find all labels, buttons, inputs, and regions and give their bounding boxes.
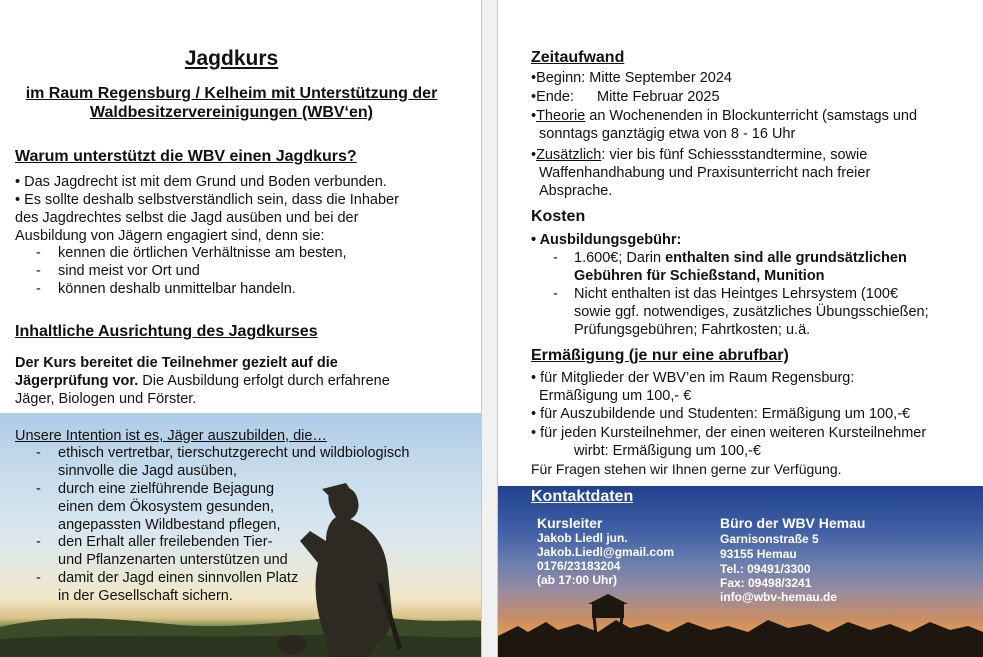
ende-value: Mitte Februar 2025 (597, 89, 720, 105)
dash-bullet: - (36, 263, 41, 279)
discount-line-5: wirbt: Ermäßigung um 100,-€ (574, 443, 761, 459)
discount-line-4: • für jeden Kursteilnehmer, der einen weiteren Kursteilnehmer (531, 425, 927, 441)
fee-included-bold-2: Gebühren für Schießstand, Munition (574, 268, 825, 284)
why-line-2: • Es sollte deshalb selbstverständlich sein, dass die Inhaber (15, 192, 399, 208)
why-line-4: Ausbildung von Jägern engagiert sind, denn sie: (15, 228, 325, 244)
zusaetzlich-line-3: Absprache. (539, 183, 613, 199)
zusaetzlich-line-2: Waffenhandhabung und Praxisunterricht nach freier (539, 165, 871, 181)
reason-item-3: können deshalb unmittelbar handeln. (58, 281, 296, 297)
dash-bullet: - (36, 445, 41, 461)
kursleiter-hours: (ab 17:00 Uhr) (537, 573, 618, 587)
fee-included-bold-1: enthalten sind alle grundsätzlichen (665, 250, 907, 266)
discount-line-2: Ermäßigung um 100,- € (539, 388, 692, 404)
questions-note: Für Fragen stehen wir Ihnen gerne zur Verfügung. (531, 461, 842, 477)
section-heading-ermaessigung: Ermäßigung (je nur eine abrufbar) (531, 347, 789, 364)
fee-item-2-line-2: sowie ggf. notwendiges, zusätzliches Übungsschießen; (574, 304, 929, 320)
theorie-line-1: •Theorie an Wochenenden in Blockunterricht (samstags und (531, 108, 918, 124)
left-page (0, 0, 481, 657)
fee-item-2-line-1: Nicht enthalten ist das Heintges Lehrsystem (100€ (574, 286, 899, 302)
zusaetzlich-line-1: •Zusätzlich: vier bis fünf Schiessstandtermine, sowie (531, 147, 868, 163)
intention-item-3-line-1: den Erhalt aller freilebenden Tier- (58, 534, 273, 550)
reason-item-1: kennen die örtlichen Verhältnisse am besten, (58, 245, 347, 261)
discount-line-3: • für Auszubildende und Studenten: Ermäßigung um 100,-€ (531, 406, 911, 422)
dash-bullet: - (36, 481, 41, 497)
buero-city: 93155 Hemau (720, 547, 797, 561)
fee-label: • Ausbildungsgebühr: (531, 232, 682, 248)
section-heading-kosten: Kosten (531, 208, 586, 225)
discount-line-1: • für Mitglieder der WBV’en im Raum Regensburg: (531, 370, 855, 386)
dash-bullet: - (36, 281, 41, 297)
course-rest-line-2: Die Ausbildung erfolgt durch erfahrene (138, 373, 390, 389)
intention-item-4-line-1: damit der Jagd einen sinnvollen Platz (58, 570, 299, 586)
theorie-rest: an Wochenenden in Blockunterricht (samstags und (585, 108, 918, 124)
course-bold-line-1: Der Kurs bereitet die Teilnehmer gezielt auf die (15, 355, 338, 371)
intention-heading: Unsere Intention ist es, Jäger auszubilden, die… (15, 428, 327, 444)
buero-email[interactable]: info@wbv-hemau.de (720, 590, 838, 604)
why-line-3: des Jagdrechtes selbst die Jagd ausüben und bei der (15, 210, 359, 226)
buero-fax: Fax: 09498/3241 (720, 576, 812, 590)
subtitle-line-1: im Raum Regensburg / Kelheim mit Unterstützung der (25, 85, 438, 102)
section-heading-content: Inhaltliche Ausrichtung des Jagdkurses (15, 323, 318, 340)
buero-street: Garnisonstraße 5 (720, 532, 819, 546)
intention-item-2-line-1: durch eine zielführende Bejagung (58, 481, 275, 497)
why-line-1: • Das Jagdrecht ist mit dem Grund und Boden verbunden. (15, 174, 387, 190)
subtitle-line-2: Waldbesitzervereinigungen (WBV‘en) (90, 104, 373, 121)
reason-item-2: sind meist vor Ort und (58, 263, 200, 279)
kursleiter-label: Kursleiter (537, 515, 603, 531)
section-heading-zeitaufwand: Zeitaufwand (531, 49, 625, 66)
theorie-line-2: sonntags ganztägig etwa von 8 - 16 Uhr (539, 126, 796, 142)
dash-bullet: - (36, 570, 41, 586)
dash-bullet: - (553, 250, 558, 266)
intention-item-3-line-2: und Pflanzenarten unterstützen und (58, 552, 288, 568)
course-line-2 (15, 372, 390, 390)
kursleiter-name: Jakob Liedl jun. (537, 531, 628, 545)
zusaetzlich-rest: : vier bis fünf Schiessstandtermine, sowie (601, 147, 868, 163)
buero-tel: Tel.: 09491/3300 (720, 562, 811, 576)
kursleiter-phone: 0176/23183204 (537, 559, 621, 573)
intention-item-2-line-2: einen dem Ökosystem gesunden, (58, 499, 275, 515)
course-line-3: Jäger, Biologen und Förster. (15, 391, 197, 407)
dash-bullet: - (553, 286, 558, 302)
section-heading-kontakt: Kontaktdaten (531, 488, 634, 505)
kursleiter-email[interactable]: Jakob.Liedl@gmail.com (537, 545, 675, 559)
dash-bullet: - (36, 534, 41, 550)
course-bold-line-2: Jägerprüfung vor. (15, 373, 139, 389)
intention-item-4-line-2: in der Gesellschaft sichern. (58, 588, 233, 604)
right-page (498, 0, 983, 657)
fee-item-1-line-1 (574, 249, 907, 267)
section-heading-why: Warum unterstützt die WBV einen Jagdkurs? (15, 148, 357, 165)
ende-label: •Ende: (531, 89, 574, 105)
intention-item-2-line-3: angepassten Wildbestand pflegen, (58, 517, 281, 533)
fee-amount: 1.600€; Darin (574, 250, 666, 266)
buero-label: Büro der WBV Hemau (720, 515, 866, 531)
intention-item-1-line-1: ethisch vertretbar, tierschutzgerecht und wildbiologisch (58, 445, 410, 461)
intention-item-1-line-2: sinnvolle die Jagd ausüben, (58, 463, 237, 479)
page-title: Jagdkurs (184, 47, 279, 70)
dash-bullet: - (36, 245, 41, 261)
beginn-line: •Beginn: Mitte September 2024 (531, 70, 732, 86)
theorie-word: Theorie (536, 108, 586, 124)
fee-item-2-line-3: Prüfungsgebühren; Fahrtkosten; u.ä. (574, 322, 811, 338)
zusaetzlich-word: Zusätzlich (536, 147, 602, 163)
page-divider (481, 0, 498, 657)
